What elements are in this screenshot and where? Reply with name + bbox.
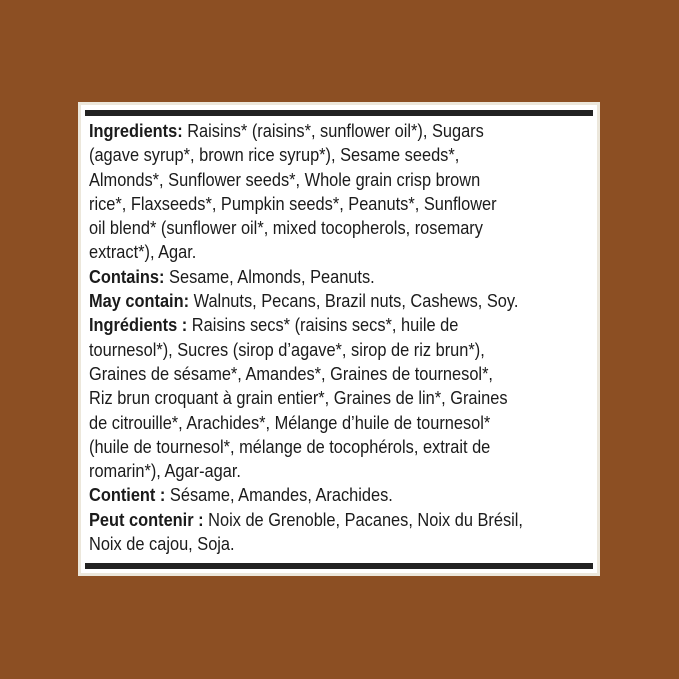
ingredients-en-heading: Ingredients: (89, 121, 183, 141)
ingredients-fr-line-7: romarin*), Agar-agar. (89, 461, 241, 482)
may-contain-en-line (89, 289, 544, 313)
ingredients-en-line-6: extract*), Agar. (89, 242, 197, 263)
may-contain-en-text: Walnuts, Pecans, Brazil nuts, Cashews, Soy. (193, 291, 519, 312)
ingredients-fr-text: Raisins secs* (raisins secs*, huile de (191, 315, 459, 336)
ingredients-label (78, 102, 600, 576)
may-contain-fr-text: Noix de Grenoble, Pacanes, Noix du Brésil, (208, 509, 523, 530)
may-contain-fr-heading: Peut contenir : (89, 509, 204, 530)
contains-en-line (89, 265, 544, 289)
ingredients-fr-line-6: (huile de tournesol*, mélange de tocophérols, extrait de (89, 436, 491, 457)
label-text-block (89, 119, 544, 556)
bottom-rule (85, 563, 593, 569)
ingredients-fr-line-2: tournesol*), Sucres (sirop d’agave*, sirop de riz brun*), (89, 339, 485, 360)
ingredients-fr-line-5: de citrouille*, Arachides*, Mélange d’huile de tournesol* (89, 412, 491, 433)
ingredients-en-line-1 (89, 119, 544, 143)
ingredients-fr-line-1 (89, 313, 544, 337)
may-contain-fr-line-2: Noix de cajou, Soja. (89, 534, 235, 555)
ingredients-fr-line-4: Riz brun croquant à grain entier*, Graines de lin*, Graines (89, 388, 508, 409)
may-contain-fr-line-1 (89, 508, 544, 532)
ingredients-en-line-2: (agave syrup*, brown rice syrup*), Sesame seeds*, (89, 145, 460, 166)
may-contain-en-heading: May contain: (89, 291, 190, 312)
contains-en-heading: Contains: (89, 266, 165, 287)
contains-fr-text: Sésame, Amandes, Arachides. (169, 485, 393, 506)
ingredients-en-line-4: rice*, Flaxseeds*, Pumpkin seeds*, Peanuts*, Sunflower (89, 193, 497, 214)
top-rule (85, 110, 593, 116)
ingredients-en-text: Raisins* (raisins*, sunflower oil*), Sugars (187, 121, 484, 141)
ingredients-en-line-5: oil blend* (sunflower oil*, mixed tocopherols, rosemary (89, 218, 483, 239)
ingredients-en-line-3: Almonds*, Sunflower seeds*, Whole grain crisp brown (89, 169, 481, 190)
ingredients-fr-heading: Ingrédients : (89, 315, 188, 336)
ingredients-fr-line-3: Graines de sésame*, Amandes*, Graines de tournesol*, (89, 363, 493, 384)
contains-fr-heading: Contient : (89, 485, 166, 506)
contains-fr-line (89, 483, 544, 507)
contains-en-text: Sesame, Almonds, Peanuts. (169, 266, 375, 287)
